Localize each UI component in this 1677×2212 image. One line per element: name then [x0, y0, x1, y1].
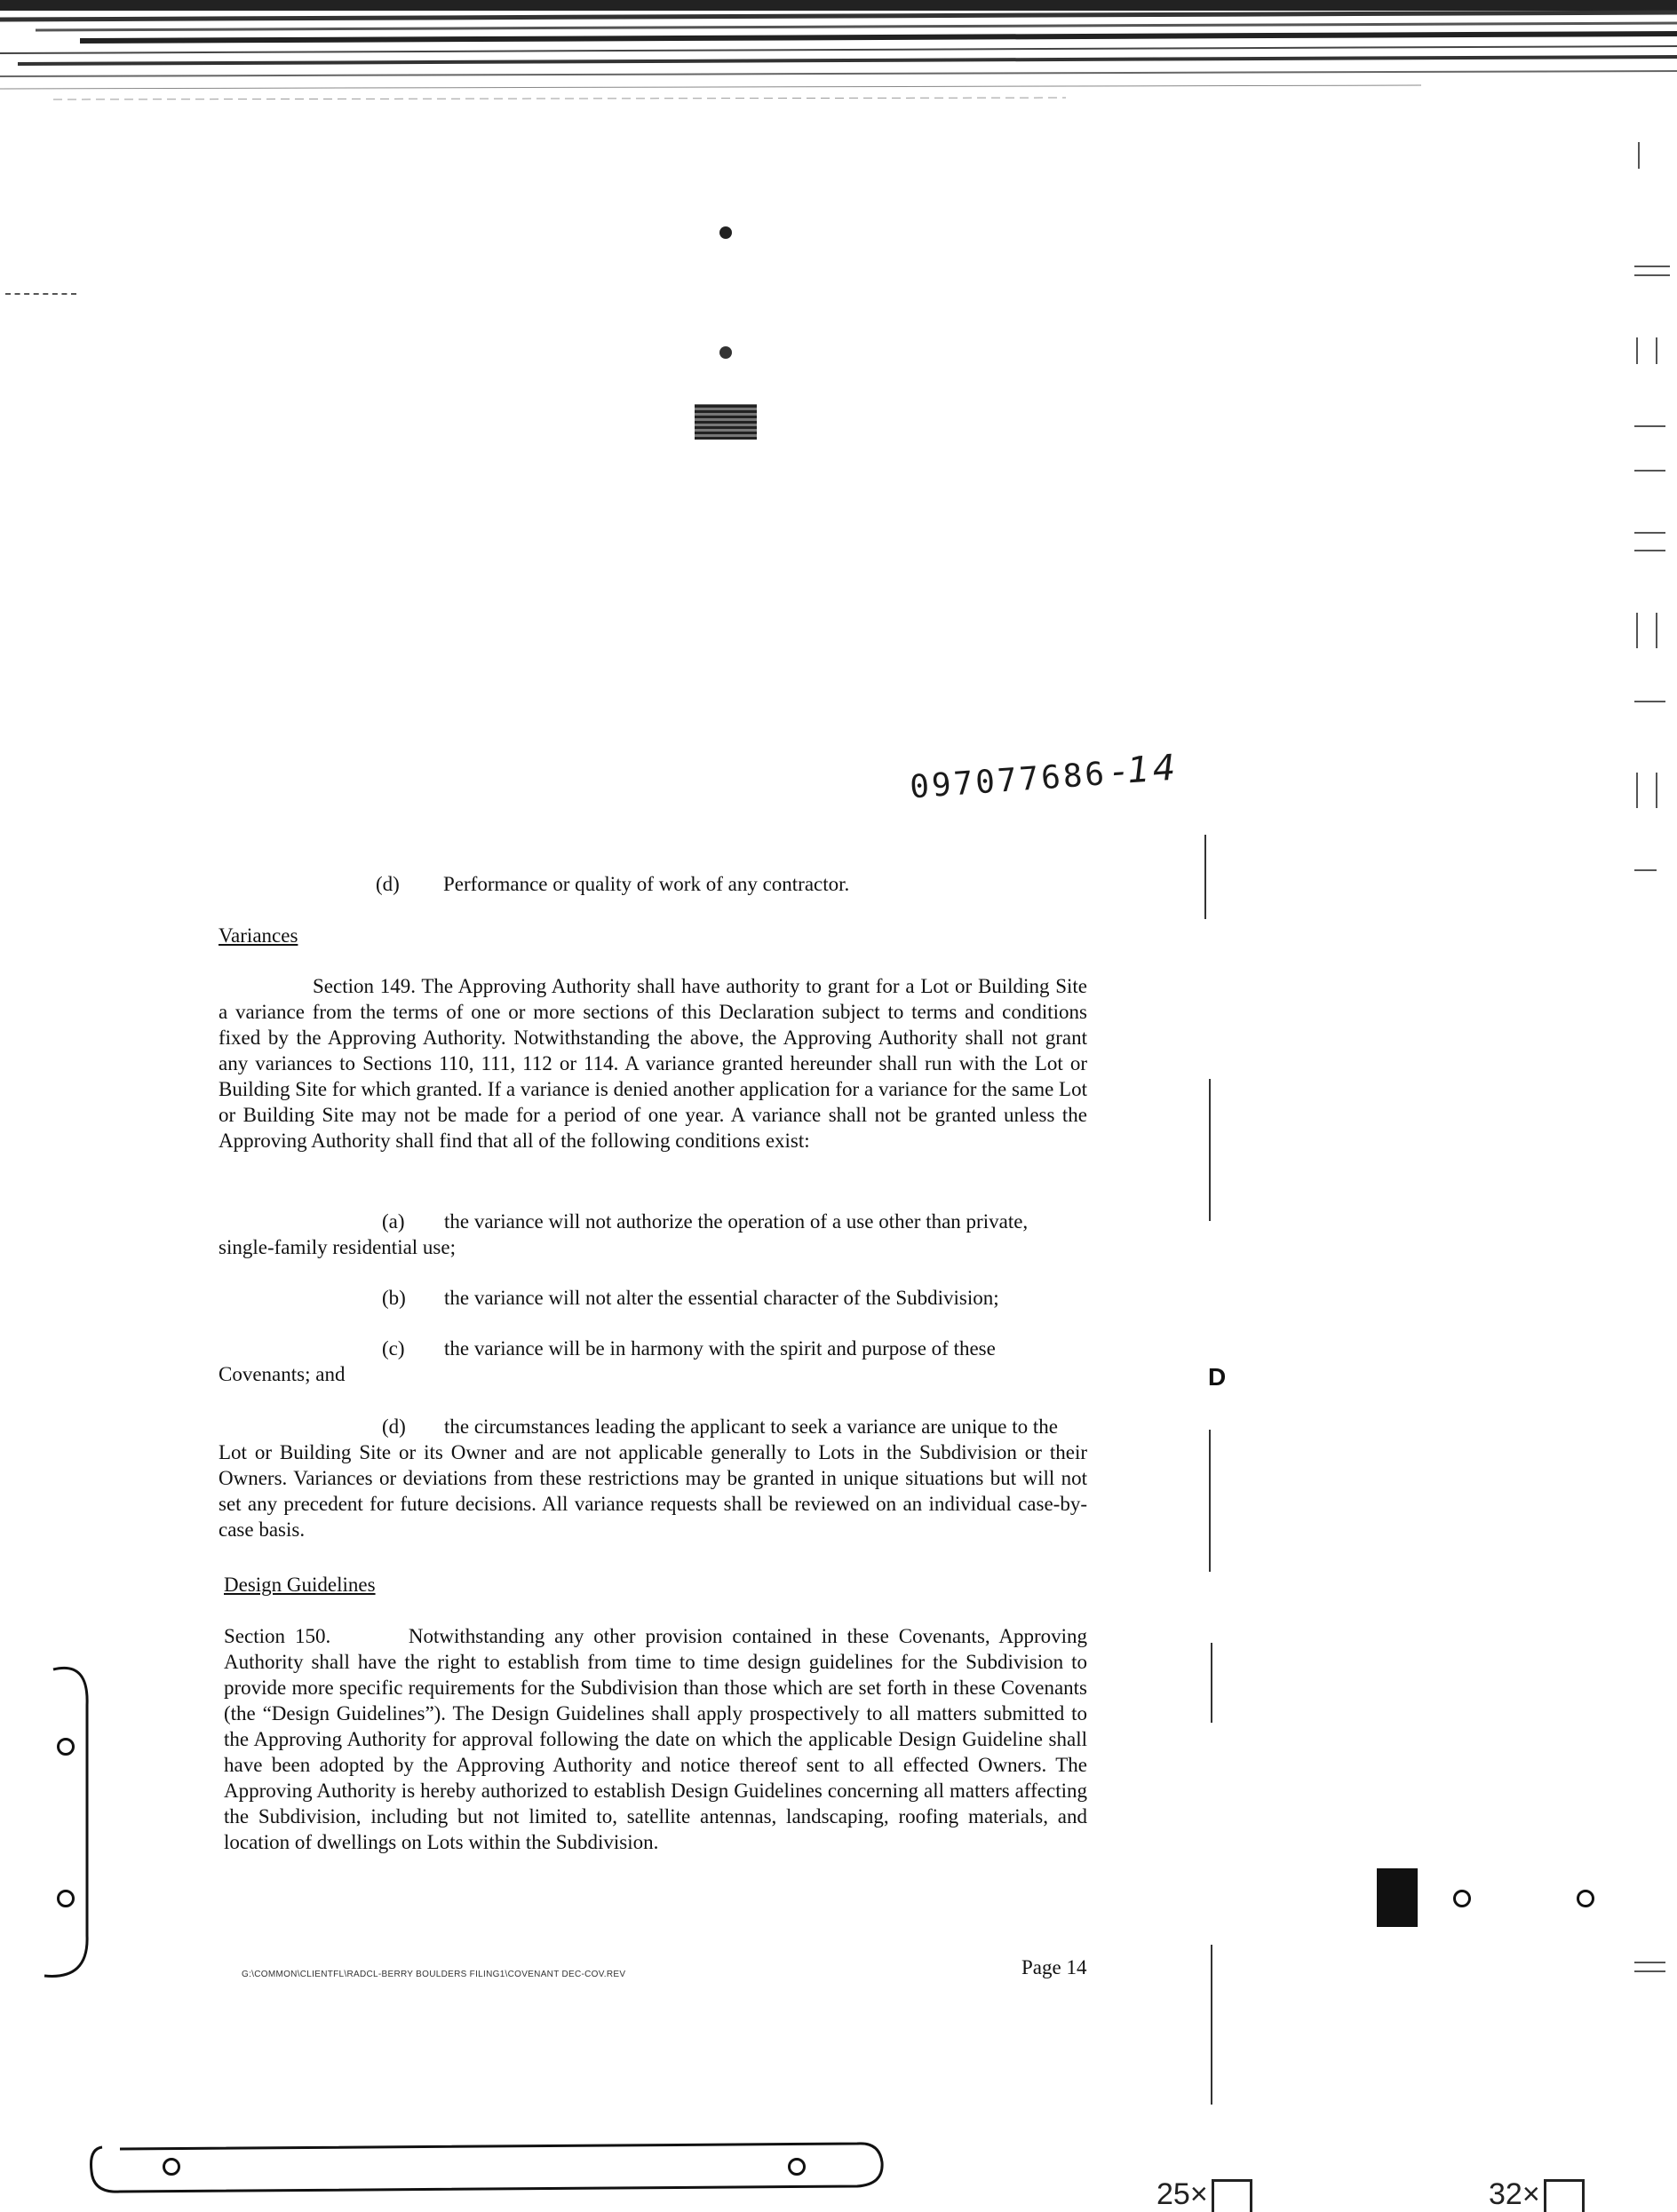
item-rest: Covenants; and	[219, 1363, 346, 1385]
scan-glyph	[1544, 2179, 1585, 2212]
punch-hole-icon	[163, 2158, 180, 2176]
scan-artifact-right	[1630, 133, 1677, 2042]
item-rest: single-family residential use;	[219, 1236, 456, 1258]
item-first-line: the variance will not authorize the operation of a use other than private,	[444, 1210, 1029, 1233]
design-guidelines-heading: Design Guidelines	[224, 1574, 376, 1596]
punch-hole-icon	[788, 2158, 806, 2176]
item-text: Performance or quality of work of any contractor.	[443, 873, 850, 895]
item-first-line: the variance will be in harmony with the spirit and purpose of these	[444, 1337, 996, 1360]
margin-letter: D	[1208, 1363, 1227, 1391]
scan-speck-block	[695, 404, 757, 440]
item-label: (c)	[382, 1337, 405, 1360]
stamp-handwritten-suffix: -14	[1110, 747, 1180, 793]
stamp-number: 097077686	[909, 756, 1109, 806]
scan-speck	[719, 226, 732, 239]
item-first-line: the variance will not alter the essential character of the Subdivision;	[444, 1287, 999, 1309]
bottom-mark-left-text: 25×	[1156, 2177, 1208, 2211]
variance-condition-b	[219, 1285, 1087, 1311]
bottom-mark-right	[1489, 2177, 1585, 2212]
scan-speck	[5, 293, 76, 298]
document-number-stamp	[909, 748, 1180, 807]
item-d-top	[376, 871, 1086, 897]
item-label: (a)	[382, 1210, 405, 1233]
item-first-line: the circumstances leading the applicant to seek a variance are unique to the	[444, 1415, 1058, 1438]
variance-condition-c	[219, 1336, 1087, 1387]
scan-dark-mark	[1377, 1868, 1418, 1927]
punch-hole-icon	[57, 1890, 75, 1907]
section-150-paragraph: Section 150. Notwithstanding any other provision contained in these Covenants, Approving Authority shall have the right to establish from time to time design guidelines for the Subdivision to provide more specific requirements for the Subdivision than those which are set forth in these Covenants (the “Design Guidelines”). The Design Guidelines shall apply prospectively to all matters submitted to the Approving Authority for approval following the date on which the applicable Design Guideline shall have been adopted by the Approving Authority and notice thereof sent to all effected Owners. The Approving Authority is hereby authorized to establish Design Guidelines concerning all matters affecting the Subdivision, including but not limited to, satellite antennas, landscaping, roofing materials, and location of dwellings on Lots within the Subdivision.	[224, 1625, 1087, 1853]
binder-bracket-left	[36, 1652, 107, 1998]
item-label: (b)	[382, 1287, 406, 1309]
bottom-mark-right-text: 32×	[1489, 2177, 1540, 2211]
punch-hole-icon	[1577, 1890, 1594, 1907]
variance-condition-d	[219, 1414, 1087, 1542]
scan-artifact-margin-lines	[1190, 826, 1226, 2122]
punch-hole-icon	[57, 1738, 75, 1756]
section-149-text: Section 149. The Approving Authority shall have authority to grant for a Lot or Building Site a variance from the terms of one or more sections of this Declaration subject to terms and conditions fixed by the Approving Authority. Notwithstanding the above, the Approving Authority shall not grant any variances to Sections 110, 111, 112 or 114. A variance granted hereunder shall run with the Lot or Building Site for which granted. If a variance is denied another application for a variance for the same Lot or Building Site may not be made for a period of one year. A variance shall not be granted unless the Approving Authority shall find that all of the following conditions exist:	[219, 975, 1087, 1152]
page-number: Page 14	[1021, 1956, 1087, 1978]
file-path-footer: G:\COMMON\CLIENTFL\RADCL-BERRY BOULDERS FILING1\COVENANT DEC-COV.REV	[242, 1970, 626, 1979]
item-label: (d)	[376, 873, 400, 895]
variances-heading: Variances	[219, 924, 298, 947]
binder-bracket-bottom	[84, 2131, 893, 2202]
variance-condition-a	[219, 1209, 1087, 1260]
punch-hole-icon	[1453, 1890, 1471, 1907]
item-label: (d)	[382, 1415, 406, 1438]
section-149-paragraph	[219, 973, 1087, 1154]
scan-artifact-top	[0, 0, 1677, 115]
bottom-mark-left	[1156, 2177, 1252, 2212]
scan-speck	[719, 346, 732, 359]
item-rest: Lot or Building Site or its Owner and are not applicable generally to Lots in the Subdivision or their Owners. Variances or deviations from these restrictions may be granted in unique situations but will not set any precedent for future decisions. All variance requests shall be reviewed on an individual case-by-case basis.	[219, 1441, 1087, 1541]
scan-glyph	[1212, 2179, 1252, 2212]
